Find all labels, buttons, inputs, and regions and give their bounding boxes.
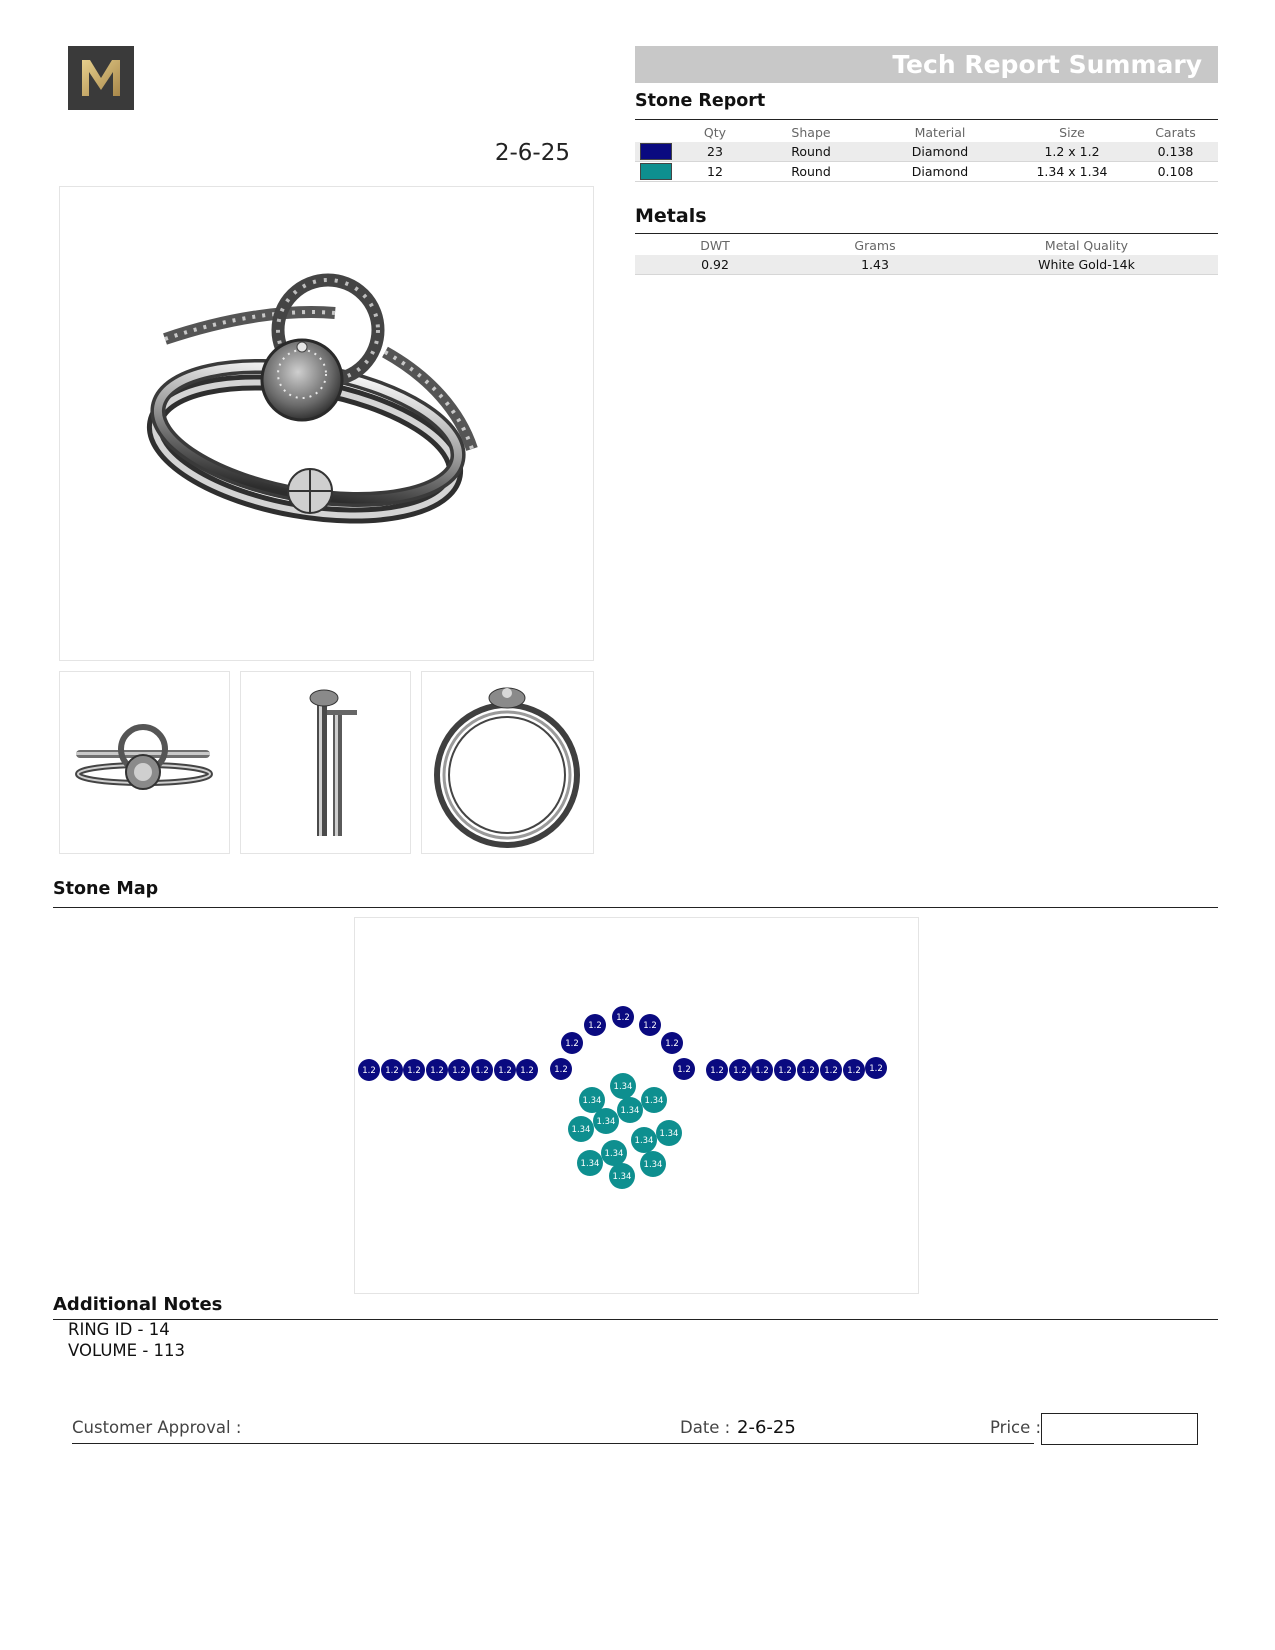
metals-table <box>635 235 1218 275</box>
ring-front-view <box>59 671 230 854</box>
large-stone <box>593 1108 619 1134</box>
stone-size-label: 1.2 <box>362 1065 376 1076</box>
metals-heading: Metals <box>635 205 707 227</box>
column-header: Grams <box>854 237 896 253</box>
stone-size-label: 1.34 <box>596 1116 616 1127</box>
column-header: Qty <box>703 124 727 140</box>
stone-size-label: 1.2 <box>778 1065 792 1076</box>
stone-size-label: 1.34 <box>612 1171 632 1182</box>
stone-size-label: 1.2 <box>733 1065 747 1076</box>
report-title: Tech Report Summary <box>892 50 1202 79</box>
qty-cell: 12 <box>677 162 753 182</box>
stone-size-label: 1.2 <box>430 1065 444 1076</box>
stone-size-label: 1.2 <box>869 1063 883 1074</box>
stone-report-rule <box>635 119 1218 120</box>
column-header: DWT <box>700 237 730 253</box>
small-stone <box>381 1059 403 1081</box>
stone-size-label: 1.34 <box>644 1095 664 1106</box>
small-stone <box>820 1059 842 1081</box>
stone-size-label: 1.2 <box>407 1065 421 1076</box>
size-cell: 1.2 x 1.2 <box>1011 142 1133 162</box>
stone-size-label: 1.2 <box>554 1064 568 1075</box>
large-stone <box>640 1151 666 1177</box>
metals-rule <box>635 233 1218 234</box>
small-stone <box>865 1057 887 1079</box>
small-stone <box>706 1059 728 1081</box>
small-stone <box>797 1059 819 1081</box>
stone-size-label: 1.2 <box>710 1065 724 1076</box>
column-header: Shape <box>791 124 831 140</box>
additional-notes-heading: Additional Notes <box>53 1294 223 1315</box>
column-header: Material <box>914 124 966 140</box>
ring-render-image <box>60 187 593 660</box>
small-stone <box>550 1058 572 1080</box>
table-row <box>635 162 1218 182</box>
stone-size-label: 1.34 <box>659 1128 679 1139</box>
stone-size-label: 1.34 <box>604 1148 624 1159</box>
ring-top-image <box>422 672 593 853</box>
stone-color-swatch <box>640 163 672 180</box>
ring-side-view <box>240 671 411 854</box>
carats-cell: 0.108 <box>1133 162 1218 182</box>
large-stone <box>577 1150 603 1176</box>
stone-size-label: 1.2 <box>498 1065 512 1076</box>
shape-cell: Round <box>753 142 869 162</box>
large-stone <box>631 1127 657 1153</box>
stone-size-label: 1.34 <box>620 1105 640 1116</box>
small-stone <box>673 1058 695 1080</box>
stone-color-swatch <box>640 143 672 160</box>
grams-cell: 1.43 <box>795 255 955 275</box>
large-stone <box>609 1163 635 1189</box>
approval-date-label: Date : <box>680 1418 731 1437</box>
metal-quality-cell: White Gold-14k <box>955 255 1218 275</box>
approval-signature-line <box>72 1443 1034 1444</box>
qty-cell: 23 <box>677 142 753 162</box>
ring-side-image <box>241 672 410 853</box>
small-stone <box>843 1059 865 1081</box>
price-label: Price : <box>990 1418 1042 1437</box>
stone-size-label: 1.34 <box>580 1158 600 1169</box>
stone-report-heading: Stone Report <box>635 91 766 111</box>
stone-map <box>355 918 918 1293</box>
small-stone <box>639 1014 661 1036</box>
stone-size-label: 1.2 <box>616 1012 630 1023</box>
document-date: 2-6-25 <box>494 140 570 166</box>
title-bar <box>635 46 1218 83</box>
stone-size-label: 1.2 <box>385 1065 399 1076</box>
ring-front-image <box>60 672 229 853</box>
shape-cell: Round <box>753 162 869 182</box>
stone-size-label: 1.2 <box>847 1065 861 1076</box>
price-input[interactable] <box>1041 1413 1198 1445</box>
stone-size-label: 1.2 <box>588 1020 602 1031</box>
stone-map-rule <box>53 907 1218 908</box>
approval-date-value: 2-6-25 <box>737 1417 796 1438</box>
small-stone <box>729 1059 751 1081</box>
note-line: VOLUME - 113 <box>68 1341 186 1360</box>
stone-size-label: 1.34 <box>582 1095 602 1106</box>
table-header-row <box>635 122 1218 142</box>
small-stone <box>471 1059 493 1081</box>
stone-size-label: 1.2 <box>665 1038 679 1049</box>
small-stone <box>561 1032 583 1054</box>
dwt-cell: 0.92 <box>635 255 795 275</box>
small-stone <box>403 1059 425 1081</box>
stone-size-label: 1.34 <box>571 1124 591 1135</box>
swatch-column-header <box>635 122 677 142</box>
stone-size-label: 1.2 <box>755 1065 769 1076</box>
stone-size-label: 1.34 <box>634 1135 654 1146</box>
column-header: Carats <box>1155 124 1196 140</box>
large-stone <box>617 1097 643 1123</box>
ring-top-view <box>421 671 594 854</box>
ring-main-view <box>59 186 594 661</box>
size-cell: 1.34 x 1.34 <box>1011 162 1133 182</box>
small-stone <box>661 1032 683 1054</box>
small-stone <box>612 1006 634 1028</box>
large-stone <box>641 1087 667 1113</box>
customer-approval-label: Customer Approval : <box>72 1418 242 1437</box>
carats-cell: 0.138 <box>1133 142 1218 162</box>
column-header: Metal Quality <box>1044 237 1129 253</box>
stone-size-label: 1.2 <box>643 1020 657 1031</box>
stone-size-label: 1.2 <box>475 1065 489 1076</box>
stone-map-panel <box>354 917 919 1294</box>
small-stone <box>751 1059 773 1081</box>
small-stone <box>358 1059 380 1081</box>
large-stone <box>601 1140 627 1166</box>
stone-map-heading: Stone Map <box>53 879 159 899</box>
small-stone <box>774 1059 796 1081</box>
additional-notes-rule <box>53 1319 1218 1320</box>
stone-report-table <box>635 122 1218 182</box>
stone-size-label: 1.34 <box>643 1159 663 1170</box>
large-stone <box>610 1073 636 1099</box>
company-logo <box>68 46 134 110</box>
material-cell: Diamond <box>869 142 1011 162</box>
small-stone <box>426 1059 448 1081</box>
stone-size-label: 1.2 <box>824 1065 838 1076</box>
small-stone <box>494 1059 516 1081</box>
small-stone <box>584 1014 606 1036</box>
large-stone <box>656 1120 682 1146</box>
stone-size-label: 1.2 <box>452 1065 466 1076</box>
note-line: RING ID - 14 <box>68 1320 170 1339</box>
small-stone <box>448 1059 470 1081</box>
table-header-row <box>635 235 1218 255</box>
stone-size-label: 1.34 <box>613 1081 633 1092</box>
material-cell: Diamond <box>869 162 1011 182</box>
stone-size-label: 1.2 <box>565 1038 579 1049</box>
stone-size-label: 1.2 <box>520 1065 534 1076</box>
table-row <box>635 255 1218 275</box>
small-stone <box>516 1059 538 1081</box>
table-row <box>635 142 1218 162</box>
large-stone <box>568 1116 594 1142</box>
stone-size-label: 1.2 <box>801 1065 815 1076</box>
stone-size-label: 1.2 <box>677 1064 691 1075</box>
column-header: Size <box>1059 124 1085 140</box>
